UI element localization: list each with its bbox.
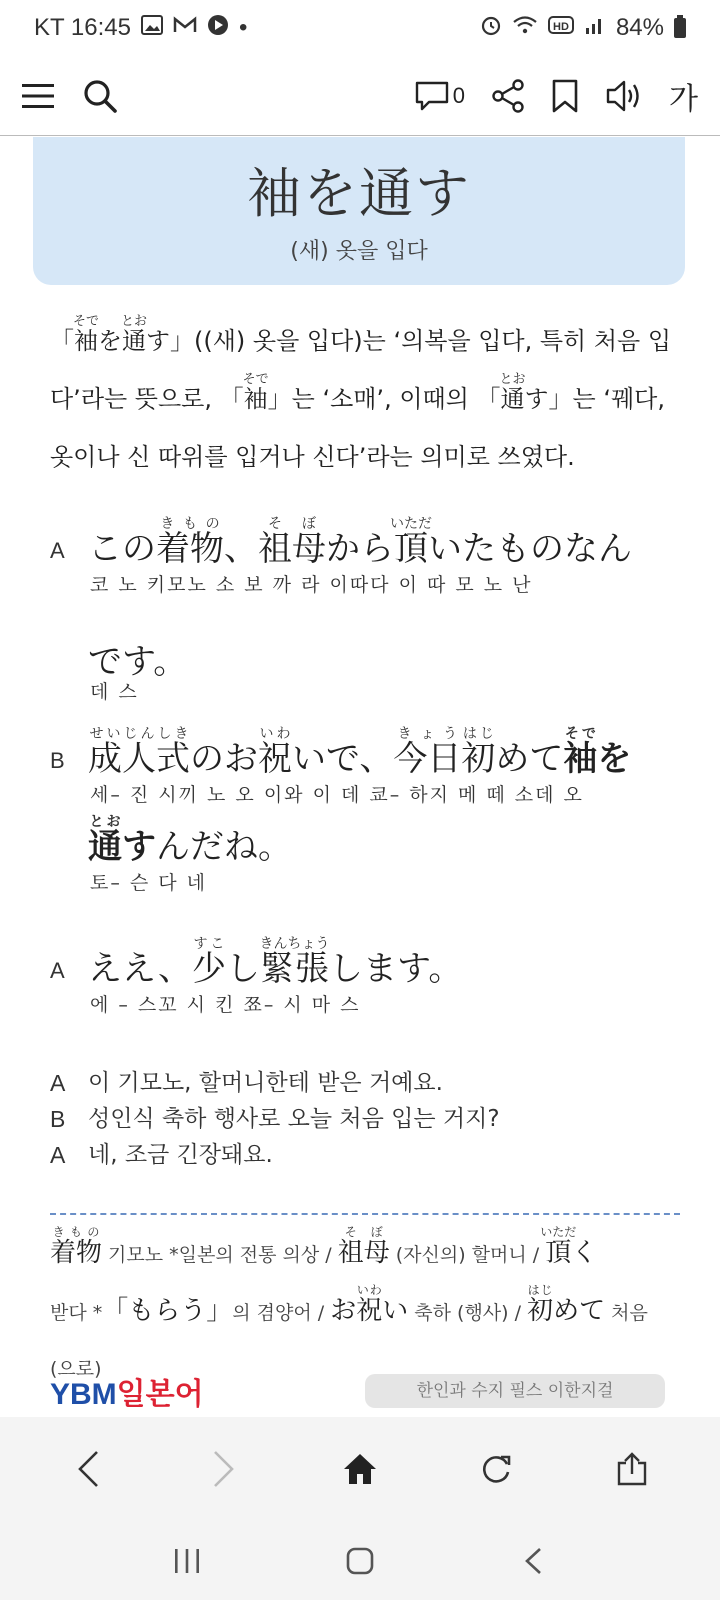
korean-reading: 에 – 스꼬 시 킨 쬬– 시 마 스 (90, 994, 361, 1016)
back-chevron-icon (522, 1546, 544, 1576)
dialogue-line-a1 (50, 502, 690, 702)
vocabulary-block: 着物きもの 기모노 *일본의 전통 의상 / 祖母そぼ (자신의) 할머니 / 頂いただく 받다 *「もらう」의 겸양어 / お祝いわい 축하 (행사) / 初はじめて 처음 (으로) (50, 1225, 648, 1380)
upload-share-icon (615, 1451, 649, 1487)
chevron-right-icon (211, 1449, 237, 1489)
menu-icon[interactable] (22, 82, 54, 110)
share-page-button[interactable] (602, 1439, 662, 1499)
chevron-left-icon (75, 1449, 101, 1489)
hd-icon (548, 15, 574, 41)
home-button[interactable] (330, 1439, 390, 1499)
signal-icon (584, 15, 606, 41)
japanese-sentence: ええ、少すこし緊張きんちょうします。 (88, 936, 463, 989)
speaker-label: A (50, 538, 65, 563)
japanese-sentence-cont: 通とおすんだね。 (88, 814, 292, 867)
recent-apps-button[interactable] (157, 1531, 217, 1591)
wifi-icon (512, 15, 538, 41)
page-title: 袖を通す (247, 162, 471, 225)
dialogue-line-a2 (50, 922, 690, 1032)
ruby-word: 袖そで (242, 372, 269, 413)
ybm-logo[interactable]: YBM일본어 (50, 1378, 204, 1411)
korean-reading: 토– 슨 다 네 (90, 872, 208, 894)
japanese-sentence-cont: です。 (88, 642, 188, 682)
japanese-sentence: この着物きもの、祖母そぼから頂いただいたものなん (88, 516, 632, 569)
search-icon[interactable] (82, 78, 118, 114)
translation-block (50, 1065, 680, 1173)
intro-paragraph: 「袖そでを通とおす」((새) 옷을 입다)는 ‘의복을 입다, 특히 처음 입다’라는 뜻으로, 「袖そで」는 ‘소매’, 이때의 「通とおす」는 ‘꿰다, 옷이나 신 따위를 입거나 신다’라는 의미로 쓰였다. (50, 314, 672, 471)
status-bar (0, 0, 720, 56)
korean-reading: 코 노 키모노 소 보 까 라 이따다 이 따 모 노 난 (90, 574, 533, 596)
speaker-label: A (50, 958, 65, 983)
ruby-word: 通とお (499, 372, 526, 413)
comment-count: 0 (452, 82, 466, 108)
carrier-time: KT 16:45 (34, 14, 131, 41)
ad-banner[interactable]: 한인과 수지 필스 이한지걸 (365, 1374, 665, 1408)
comment-icon (415, 80, 449, 112)
dashed-divider (50, 1213, 680, 1215)
korean-reading: 데 스 (90, 681, 139, 703)
battery-icon (674, 18, 686, 38)
dialogue-line-b1 (50, 712, 690, 912)
comment-button[interactable] (415, 80, 465, 112)
ruby-word: 通とお (121, 314, 148, 355)
forward-button[interactable] (194, 1439, 254, 1499)
ruby-word: 袖そで (73, 314, 100, 355)
reload-icon (479, 1452, 513, 1486)
home-square-icon (345, 1546, 375, 1576)
translation-row: A 이 기모노, 할머니한테 받은 거예요. (50, 1070, 443, 1096)
home-icon (342, 1452, 378, 1486)
browser-bottom-bar (0, 1417, 720, 1521)
font-size-button[interactable]: 가 (669, 81, 698, 117)
speaker-icon[interactable] (605, 79, 643, 113)
system-back-button[interactable] (503, 1531, 563, 1591)
bookmark-icon[interactable] (551, 79, 579, 113)
battery-percent: 84% (615, 14, 664, 41)
system-nav-bar (0, 1521, 720, 1600)
translation-row: A 네, 조금 긴장돼요. (50, 1142, 273, 1168)
gallery-icon (141, 15, 163, 41)
page-subtitle: (새) 옷을 입다 (290, 239, 428, 264)
alarm-icon (480, 14, 502, 42)
article-content (0, 137, 720, 1417)
play-icon (207, 14, 229, 42)
title-box (33, 137, 685, 285)
system-home-button[interactable] (330, 1531, 390, 1591)
app-toolbar (0, 56, 720, 136)
mail-icon (173, 16, 197, 40)
speaker-label: B (50, 748, 65, 773)
back-button[interactable] (58, 1439, 118, 1499)
svg-text:HD: HD (553, 21, 569, 33)
japanese-sentence: 成人式せいじんしきのお祝いわいで、今日きょう初はじめて袖そでを (88, 726, 632, 779)
notification-dot: • (238, 14, 248, 41)
share-icon[interactable] (491, 79, 525, 113)
korean-reading: 세– 진 시끼 노 오 이와 이 데 쿄– 하지 메 떼 소데 오 (90, 784, 584, 806)
recent-apps-icon (172, 1547, 202, 1575)
translation-row: B 성인식 축하 행사로 오늘 처음 입는 거지? (50, 1106, 500, 1132)
reload-button[interactable] (466, 1439, 526, 1499)
